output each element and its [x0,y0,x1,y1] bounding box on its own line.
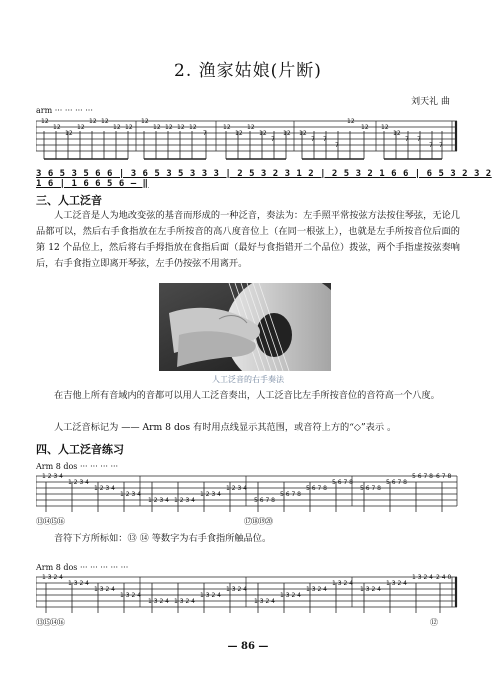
paragraph-technique: 人工泛音是人为地改变弦的基音而形成的一种泛音，奏法为：左手照平常按弦方法按住琴弦，无论几品都可以，然后右手食指放在左手所按音的高八度音位上（在同一根弦上），也就是左手所按音位后面的第 12 个品位上，然后将右手拇指放在食指后面（最好与食指错开二个品位）拨弦，两个手指虚按弦奏响后，右手食指立即离开琴弦，左手仍按弦不用离开。 [36,210,460,269]
svg-text:12: 12 [153,124,161,131]
svg-text:1 2 3 4: 1 2 3 4 [148,497,169,504]
svg-text:1 3 2 4: 1 3 2 4 [94,586,115,593]
tab3-fingering-left: ⑬⑮⑭⑯ [36,618,64,627]
svg-text:1 3 2 4: 1 3 2 4 [280,592,301,599]
numbered-notation-line: 3 6 5 3 5 6 6 | 3 6 5 3 5 3 3 3 | 2 5 3 2 3 1 2 | 2 5 3 2 1 6 6 | 6 5 3 2 3 2 1 6 | 1 6 6 5 6 – ‖ [36,169,492,189]
svg-text:1 3 2 4: 1 3 2 4 [386,580,407,587]
right-hand-technique-photo [159,283,331,371]
tab3-technique-mark: Arm 8 dos ··· ··· ··· ··· ··· [36,563,129,572]
svg-text:1 3 2 4: 1 3 2 4 [412,574,433,581]
svg-text:12: 12 [53,124,61,131]
svg-text:7: 7 [311,136,315,143]
svg-text:1 2 3 4: 1 2 3 4 [226,485,247,492]
tablature-staff-2 [36,472,460,516]
svg-text:1 3 2 4: 1 3 2 4 [120,592,141,599]
composer-credit: 刘天礼 曲 [411,97,450,107]
svg-text:1 2 3 4: 1 2 3 4 [200,491,221,498]
fingering-note: 音符下方所标如：⑬ ⑭ 等数字为右手食指所触品位。 [54,533,272,544]
svg-text:1 2 3 4: 1 2 3 4 [68,479,89,486]
tab3-fingering-right: ⑫ [430,618,437,627]
svg-text:7: 7 [429,142,433,149]
tab2-technique-mark: Arm 8 dos ··· ··· ··· ··· [36,462,119,471]
svg-text:12: 12 [41,118,49,125]
svg-text:12: 12 [223,124,231,131]
svg-text:12: 12 [283,130,291,137]
svg-text:1 2 3 4: 1 2 3 4 [42,473,63,480]
svg-text:7: 7 [439,142,443,149]
svg-text:1 3 2 4: 1 3 2 4 [68,580,89,587]
paragraph-octave: 在吉他上所有音域内的音都可以用人工泛音奏出，人工泛音比左手所按音位的音符高一个八度。 [54,390,440,401]
svg-text:7: 7 [271,136,275,143]
tab2-fingering-right: ⑰⑱⑲⑳ [244,517,272,526]
svg-text:12: 12 [125,124,133,131]
svg-text:12: 12 [259,130,267,137]
svg-text:7: 7 [417,136,421,143]
svg-text:12: 12 [165,124,173,131]
section-heading-artificial-harmonics: 三、人工泛音 [36,194,102,207]
svg-text:12: 12 [235,130,243,137]
svg-text:2 4 0: 2 4 0 [436,574,452,581]
svg-text:1 2 3 4: 1 2 3 4 [120,491,141,498]
svg-text:12: 12 [141,118,149,125]
svg-text:7: 7 [203,130,207,137]
svg-text:5 6 7 8: 5 6 7 8 [306,485,327,492]
tab2-fingering-left: ⑬⑭⑮⑯ [36,517,64,526]
svg-text:7: 7 [405,136,409,143]
svg-text:5 6 7 8: 5 6 7 8 [386,479,407,486]
svg-text:12: 12 [65,130,73,137]
tab1-technique-mark: arm ··· ··· ··· ··· [36,106,93,115]
svg-text:7: 7 [335,142,339,149]
piece-title: 2. 渔家姑娘(片断) [174,61,322,81]
tablature-staff-3 [36,573,460,617]
svg-text:12: 12 [299,130,307,137]
photo-caption: 人工泛音的右手奏法 [212,375,284,384]
svg-text:1 3 2 4: 1 3 2 4 [254,598,275,605]
svg-text:12: 12 [113,124,121,131]
svg-text:12: 12 [381,124,389,131]
svg-text:1 3 2 4: 1 3 2 4 [332,580,353,587]
page-number: — 86 — [227,641,269,652]
tablature-staff-1 [36,117,460,163]
section-heading-exercises: 四、人工泛音练习 [36,443,124,456]
svg-text:1 3 2 4: 1 3 2 4 [148,598,169,605]
paragraph-notation: 人工泛音标记为 —— Arm 8 dos 有时用点线显示其范围，或音符上方的“◇”表示 。 [54,422,397,433]
svg-text:1 2 3 4: 1 2 3 4 [174,497,195,504]
svg-text:12: 12 [189,124,197,131]
svg-text:1 3 2 4: 1 3 2 4 [360,586,381,593]
svg-text:12: 12 [89,118,97,125]
svg-text:5 6 7 8: 5 6 7 8 [280,491,301,498]
svg-text:12: 12 [101,118,109,125]
svg-text:1 2 3 4: 1 2 3 4 [94,485,115,492]
svg-text:12: 12 [361,124,369,131]
svg-text:1 3 2 4: 1 3 2 4 [200,592,221,599]
svg-text:12: 12 [347,118,355,125]
svg-text:1 3 2 4: 1 3 2 4 [42,574,63,581]
svg-text:7: 7 [323,136,327,143]
svg-text:6 7 8: 6 7 8 [436,473,452,480]
svg-text:1 3 2 4: 1 3 2 4 [226,586,247,593]
svg-text:5 6 7 8: 5 6 7 8 [412,473,433,480]
svg-text:1 3 2 4: 1 3 2 4 [306,586,327,593]
svg-text:12: 12 [77,124,85,131]
svg-text:5 6 7 8: 5 6 7 8 [254,497,275,504]
svg-text:12: 12 [177,124,185,131]
svg-text:5 6 7 8: 5 6 7 8 [332,479,353,486]
svg-text:12: 12 [247,124,255,131]
svg-text:12: 12 [393,130,401,137]
svg-text:5 6 7 8: 5 6 7 8 [360,485,381,492]
svg-text:1 3 2 4: 1 3 2 4 [174,598,195,605]
